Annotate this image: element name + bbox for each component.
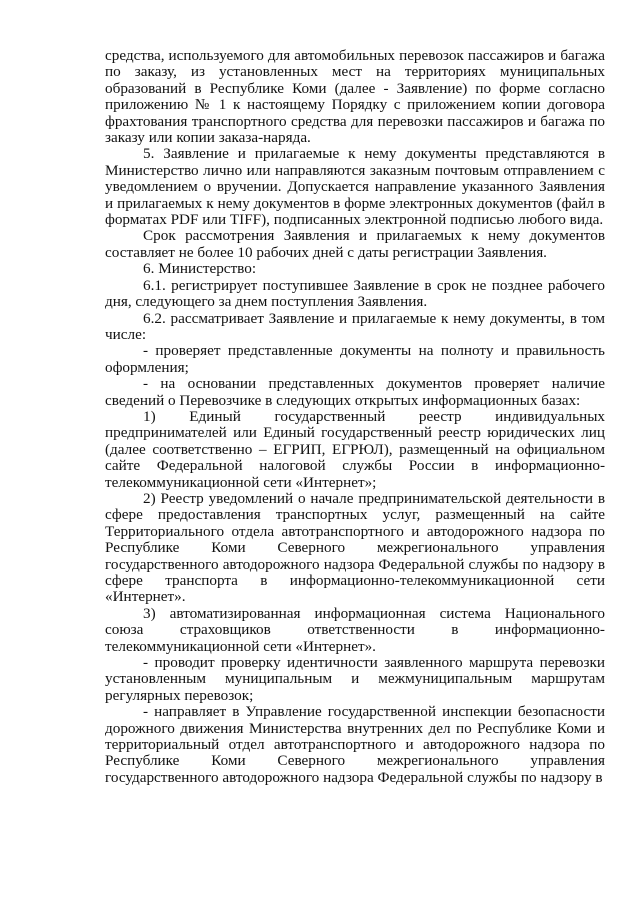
paragraph-6-2: 6.2. рассматривает Заявление и прилагаемые к нему документы, в том числе: bbox=[105, 309, 605, 343]
paragraph-6-ministry: 6. Министерство: bbox=[143, 260, 257, 278]
paragraph-application-form: средства, используемого для автомобильных перевозок пассажиров и багажа по заказу, из установленных мест на территориях муниципальных образований в Республике Коми (далее - Заявление) по форме согласно приложению № 1 к настоящему Порядку с приложением копии договора фрахтования транспортного средства для перевозки пассажиров и багажа по заказу или копии заказа-наряда. bbox=[105, 47, 605, 147]
paragraph-sends-to-gibdd: - направляет в Управление государственной инспекции безопасности дорожного движения Министерства внутренних дел по Республике Коми и территориальный отдел автотранспортного и автодорожного надзора по Республике Коми Северного межрегионального управления государственного автодорожного надзора Федеральной службы по надзору в bbox=[105, 703, 605, 786]
paragraph-check-completeness: - проверяет представленные документы на полноту и правильность оформления; bbox=[105, 342, 605, 376]
paragraph-5-submission: 5. Заявление и прилагаемые к нему документы представляются в Министерство лично или направляются заказным почтовым отправлением с уведомлением о вручении. Допускается направление указанного Заявления и прилагаемых к нему документов в форме электронных документов (файл в форматах PDF или TIFF), подписанных электронной подписью любого вида. bbox=[105, 145, 605, 229]
paragraph-check-databases: - на основании представленных документов проверяет наличие сведений о Перевозчике в следующих открытых информационных базах: bbox=[105, 375, 605, 409]
paragraph-route-check: - проводит проверку идентичности заявленного маршрута перевозки установленным муниципальным и межмуниципальным маршрутам регулярных перевозок; bbox=[105, 654, 605, 704]
paragraph-item-1-egrip: 1) Единый государственный реестр индивидуальных предпринимателей или Единый государственный реестр юридических лиц (далее соответственно – ЕГРИП, ЕГРЮЛ), размещенный на официальном сайте Федеральной налоговой службы России в информационно-телекоммуникационной сети «Интернет»; bbox=[105, 407, 605, 491]
paragraph-review-term: Срок рассмотрения Заявления и прилагаемых к нему документов составляет не более 10 рабочих дней с даты регистрации Заявления. bbox=[105, 227, 605, 261]
document-page bbox=[105, 48, 605, 786]
paragraph-6-1: 6.1. регистрирует поступившее Заявление в срок не позднее рабочего дня, следующего за днем поступления Заявления. bbox=[105, 276, 605, 311]
paragraph-item-2-registry: 2) Реестр уведомлений о начале предпринимательской деятельности в сфере предоставления транспортных услуг, размещенный на сайте Территориального отдела автотранспортного и автодорожного надзора по Республике Коми Северного межрегионального управления государственного автодорожного надзора Федеральной службы по надзору в сфере транспорта в информационно-телекоммуникационной сети «Интернет». bbox=[105, 489, 605, 606]
paragraph-item-3-ais: 3) автоматизированная информационная система Национального союза страховщиков ответственности в информационно-телекоммуникационной сети «Интернет». bbox=[105, 604, 605, 655]
